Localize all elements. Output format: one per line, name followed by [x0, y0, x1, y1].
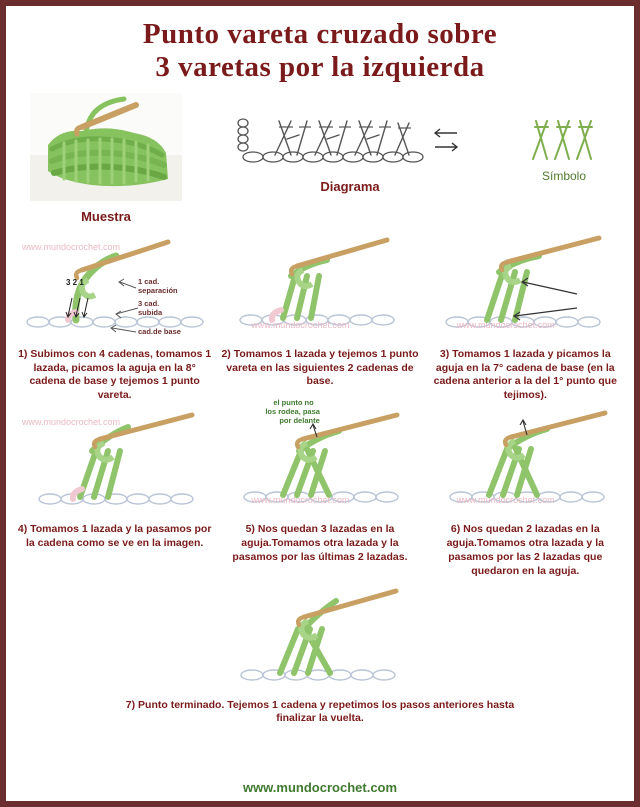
step-6-illustration	[427, 411, 624, 521]
top-row	[6, 85, 634, 224]
step-5-note-2: los rodea, pasa	[265, 407, 320, 417]
step-1-illustration	[16, 236, 213, 346]
step-6	[423, 409, 628, 584]
sample-caption: Muestra	[81, 208, 131, 224]
watermark: www.mundocrochet.com	[22, 417, 121, 428]
step-1-caption: 1) Subimos con 4 cadenas, tomamos 1 lazada, picamos la aguja en la 8° cadena de base y tejemos 1 punto vareta.	[18, 347, 212, 402]
watermark: www.mundocrochet.com	[251, 319, 350, 330]
step-1-annot-sep-2: separación	[138, 285, 178, 295]
sample-photo	[30, 93, 182, 201]
footer-url: www.mundocrochet.com	[242, 780, 398, 795]
watermark: www.mundocrochet.com	[456, 495, 555, 506]
step-1-stitch-numbers: 3 2 1	[66, 277, 84, 287]
title-line-1: Punto vareta cruzado sobre	[142, 18, 498, 50]
step-5-illustration	[221, 398, 418, 521]
sample-block	[16, 93, 196, 224]
step-7-illustration	[218, 587, 423, 697]
step-3-caption: 3) Tomamos 1 lazada y picamos la aguja en la 7° cadena de base (en la cadena anterior a la del 1° punto que tejimos).	[433, 347, 617, 402]
step-5-note-3: por delante	[279, 416, 320, 426]
step-7-art	[218, 587, 423, 697]
step-1	[12, 234, 217, 409]
page-title	[6, 6, 634, 85]
step-4	[12, 409, 217, 584]
step-7	[12, 585, 628, 733]
watermark: www.mundocrochet.com	[456, 319, 555, 330]
diagram-caption: Diagrama	[320, 178, 380, 194]
step-5-caption: 5) Nos quedan 3 lazadas en la aguja.Tomamos otra lazada y la pasamos por las últimas 2 lazadas.	[232, 523, 408, 563]
step-1-annot-base: cad.de base	[138, 326, 181, 336]
symbol-caption: Símbolo	[541, 168, 587, 183]
step-1-annot-sep-1: 1 cad.	[138, 276, 160, 286]
step-7-caption: 7) Punto terminado. Tejemos 1 cadena y repetimos los pasos anteriores hasta finalizar la vuelta.	[125, 698, 515, 725]
step-2-art	[221, 236, 426, 346]
step-4-illustration	[16, 411, 213, 521]
step-2-illustration	[221, 236, 418, 346]
symbol-block	[504, 93, 624, 183]
step-5-note-1: el punto no	[273, 398, 314, 408]
symbol-art	[521, 115, 607, 163]
step-6-caption: 6) Nos quedan 2 lazadas en la aguja.Tomamos otra lazada y la pasamos por las 2 lazadas que quedaron en la aguja.	[446, 523, 604, 577]
step-1-annot-subida-1: 3 cad.	[138, 298, 160, 308]
sample-photo-art	[30, 93, 182, 201]
step-4-art	[16, 411, 221, 521]
steps-grid	[6, 224, 634, 733]
step-6-art	[427, 411, 632, 521]
diagram-art	[235, 111, 465, 171]
step-4-caption: 4) Tomamos 1 lazada y la pasamos por la cadena como se ve en la imagen.	[17, 523, 212, 549]
step-2	[217, 234, 422, 409]
diagram-block	[196, 93, 504, 194]
step-2-caption: 2) Tomamos 1 lazada y tejemos 1 punto vareta en las siguientes 2 cadenas de base.	[221, 347, 419, 388]
title-line-2: 3 varetas por la izquierda	[155, 51, 485, 84]
watermark: www.mundocrochet.com	[251, 495, 350, 506]
step-5	[217, 398, 422, 584]
diagram-svg	[235, 111, 465, 171]
symbol-svg	[521, 115, 607, 163]
step-3-art	[427, 236, 632, 346]
step-3-illustration	[427, 236, 624, 346]
step-1-annot-subida-2: subida	[138, 307, 163, 317]
step-5-art	[221, 411, 426, 521]
watermark: www.mundocrochet.com	[22, 241, 121, 252]
step-3	[423, 234, 628, 409]
step-1-art	[16, 236, 221, 346]
